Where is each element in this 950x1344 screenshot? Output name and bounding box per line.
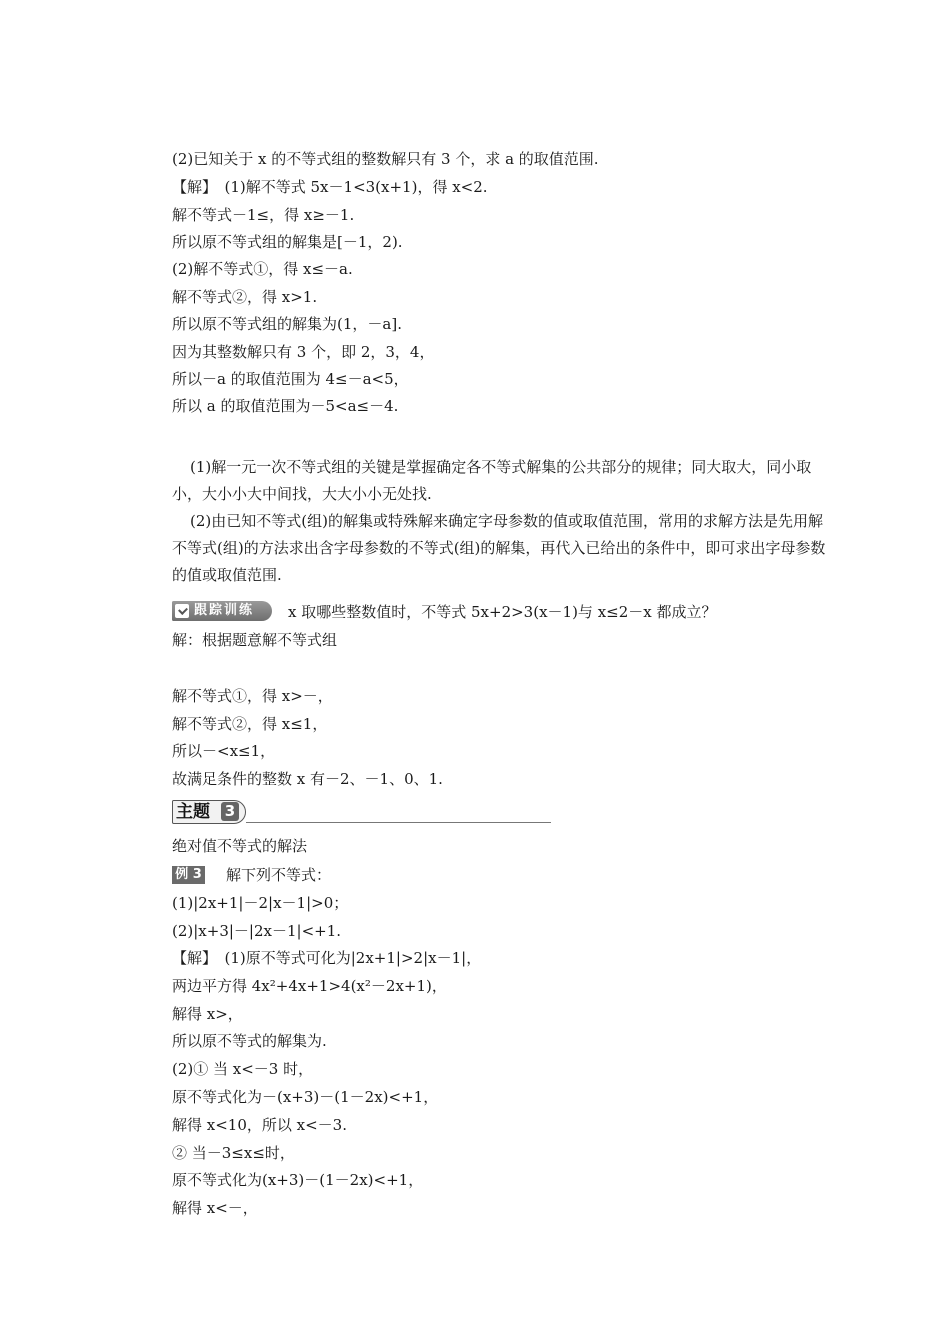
topic-number: 3	[221, 802, 239, 821]
text-line: 因为其整数解只有 3 个，即 2，3，4，	[172, 343, 435, 361]
checkmark-icon	[175, 604, 189, 618]
text-line: 【解】 (1)原不等式可化为|2x+1|>2|x－1|，	[172, 949, 482, 967]
tracking-badge-label: 跟踪训练	[194, 603, 255, 618]
tracking-practice-badge	[172, 601, 272, 621]
text-line: (2)解不等式①，得 x≤－a.	[172, 260, 353, 278]
text-line: 所以原不等式组的解集为(1，－a].	[172, 315, 402, 333]
text-line: 解不等式②，得 x>1.	[172, 288, 318, 306]
topic-title: 绝对值不等式的解法	[172, 837, 308, 855]
text-line: 所以－<x≤1，	[172, 742, 276, 760]
text-line: 解不等式－1≤，得 x≥－1.	[172, 206, 355, 224]
tracking-answer-intro: 解：根据题意解不等式组	[172, 631, 338, 649]
text-line: 故满足条件的整数 x 有－2、－1、0、1.	[172, 770, 443, 788]
text-line: 解不等式②，得 x≤1，	[172, 715, 328, 733]
summary-note-1: (1)解一元一次不等式组的关键是掌握确定各不等式解集的公共部分的规律；同大取大，同小取小，大小小大中间找，大大小小无处找.	[172, 458, 812, 503]
text-line: 解得 x<10，所以 x<－3.	[172, 1116, 347, 1134]
text-line: 解不等式①，得 x>－，	[172, 687, 333, 705]
text-line: 所以－a 的取值范围为 4≤－a<5，	[172, 370, 409, 388]
example-prompt: 解下列不等式：	[226, 866, 332, 884]
text-line: 解得 x>，	[172, 1005, 243, 1023]
text-line: 两边平方得 4x²+4x+1>4(x²－2x+1)，	[172, 977, 447, 995]
text-line: 所以 a 的取值范围为－5<a≤－4.	[172, 397, 399, 415]
topic-label: 主题	[176, 802, 210, 822]
text-line: 【解】 (1)解不等式 5x－1<3(x+1)，得 x<2.	[172, 178, 488, 196]
example-badge: 例 3	[172, 866, 205, 884]
text-line: (2)已知关于 x 的不等式组的整数解只有 3 个，求 a 的取值范围.	[172, 150, 599, 168]
text-line: (2)|x+3|－|2x－1|<+1.	[172, 922, 342, 940]
topic-rule	[246, 822, 551, 823]
text-line: 解得 x<－，	[172, 1199, 258, 1217]
text-line: 所以原不等式的解集为.	[172, 1032, 327, 1050]
summary-note-2: (2)由已知不等式(组)的解集或特殊解来确定字母参数的值或取值范围，常用的求解方法是先用解不等式(组)的方法求出含字母参数的不等式(组)的解集，再代入已给出的条件中，即可求出字母参数的值或取值范围.	[172, 512, 826, 584]
text-line: 原不等式化为(x+3)－(1－2x)<+1，	[172, 1171, 424, 1189]
topic-header	[172, 799, 552, 825]
text-line: 原不等式化为－(x+3)－(1－2x)<+1，	[172, 1088, 439, 1106]
tracking-question: x 取哪些整数值时，不等式 5x+2>3(x－1)与 x≤2－x 都成立？	[288, 603, 717, 621]
text-line: 所以原不等式组的解集是[－1，2).	[172, 233, 403, 251]
text-line: ② 当－3≤x≤时，	[172, 1144, 295, 1162]
text-line: (1)|2x+1|－2|x－1|>0；	[172, 894, 349, 912]
text-line: (2)① 当 x<－3 时，	[172, 1060, 314, 1078]
